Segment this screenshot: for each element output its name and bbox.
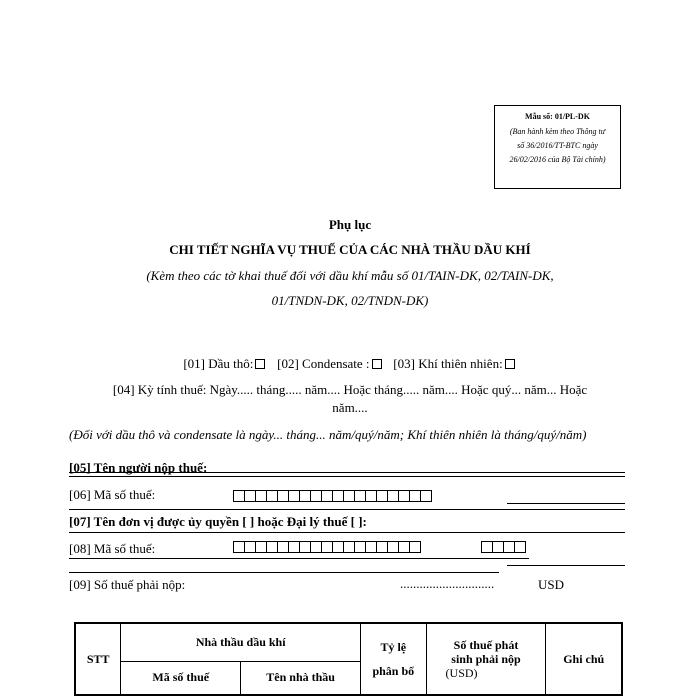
- form-code: Mẫu số: 01/PL-DK: [525, 112, 590, 121]
- period-note: (Đối với dầu thô và condensate là ngày... tháng... năm/quý/năm; Khí thiên nhiên là tháng/quý/năm): [69, 427, 587, 442]
- agent-tax-id-underline: [69, 558, 529, 559]
- col-contractor-name: Tên nhà thầu: [241, 661, 361, 695]
- taxpayer-name-field[interactable]: [69, 476, 625, 477]
- form-ref-line-1: (Ban hành kèm theo Thông tư: [509, 127, 606, 136]
- tax-payable-amount[interactable]: .............................: [400, 576, 495, 591]
- col-tax-id: Mã số thuế: [121, 661, 241, 695]
- col-tax-line-2: sinh phải nộp: [451, 652, 521, 666]
- tax-id-cells[interactable]: [233, 490, 432, 502]
- col-stt: STT: [75, 623, 121, 695]
- tax-id-label: [06] Mã số thuế:: [69, 487, 156, 502]
- agent-tax-id-cells[interactable]: [233, 541, 421, 553]
- condensate-label: [02] Condensate :: [277, 356, 370, 371]
- tax-period-line-1: [04] Kỳ tính thuế: Ngày..... tháng..... năm.... Hoặc tháng..... năm.... Hoặc quý... năm... Hoặc: [112, 382, 588, 397]
- document-title: CHI TIẾT NGHĨA VỤ THUẾ CỦA CÁC NHÀ THẦU DẦU KHÍ: [169, 242, 531, 257]
- col-tax-line-3: (USD): [445, 666, 478, 680]
- taxpayer-name-underline: [69, 472, 625, 473]
- tax-payable-label: [09] Số thuế phải nộp:: [69, 577, 186, 592]
- col-tax-payable: [426, 623, 546, 695]
- crude-oil-checkbox[interactable]: [255, 359, 265, 369]
- agent-tax-id-suffix-cells[interactable]: [481, 541, 526, 553]
- col-note: Ghi chú: [546, 623, 622, 695]
- condensate-checkbox[interactable]: [372, 359, 382, 369]
- agent-tax-id-extra-line: [507, 565, 625, 566]
- taxpayer-name-label: [05] Tên người nộp thuế:: [69, 460, 208, 475]
- tax-id-underline: [69, 509, 625, 510]
- tax-payable-unit: USD: [538, 577, 565, 592]
- natural-gas-label: [03] Khí thiên nhiên:: [393, 356, 503, 371]
- tax-period-line-2: năm....: [332, 400, 368, 415]
- contractor-table: [74, 622, 623, 696]
- agent-tax-id-label: [08] Mã số thuế:: [69, 541, 156, 556]
- crude-oil-label: [01] Dầu thô:: [183, 356, 254, 371]
- document-subtitle-1: (Kèm theo các tờ khai thuế đối với dầu khí mẫu số 01/TAIN-DK, 02/TAIN-DK,: [146, 268, 554, 283]
- authorized-agent-underline: [69, 532, 625, 533]
- col-ratio: [361, 623, 426, 695]
- col-ratio-line-1: Tỷ lệ: [380, 640, 407, 654]
- form-ref-line-2: số 36/2016/TT-BTC ngày: [517, 141, 598, 150]
- form-code-box: [494, 105, 621, 189]
- col-tax-line-1: Số thuế phát: [453, 638, 519, 652]
- tax-id-extra-line[interactable]: [507, 503, 625, 504]
- natural-gas-checkbox[interactable]: [505, 359, 515, 369]
- form-ref-line-3: 26/02/2016 của Bộ Tài chính): [509, 155, 606, 164]
- authorized-agent-label: [07] Tên đơn vị được ủy quyền [ ] hoặc Đại lý thuế [ ]:: [69, 514, 367, 529]
- appendix-label: Phụ lục: [328, 217, 372, 232]
- col-ratio-line-2: phân bổ: [372, 664, 415, 678]
- col-contractor: Nhà thầu dầu khí: [121, 623, 361, 661]
- product-type-row: [0, 356, 700, 372]
- tax-payable-topline: [69, 572, 499, 573]
- document-subtitle-2: 01/TNDN-DK, 02/TNDN-DK): [271, 293, 429, 308]
